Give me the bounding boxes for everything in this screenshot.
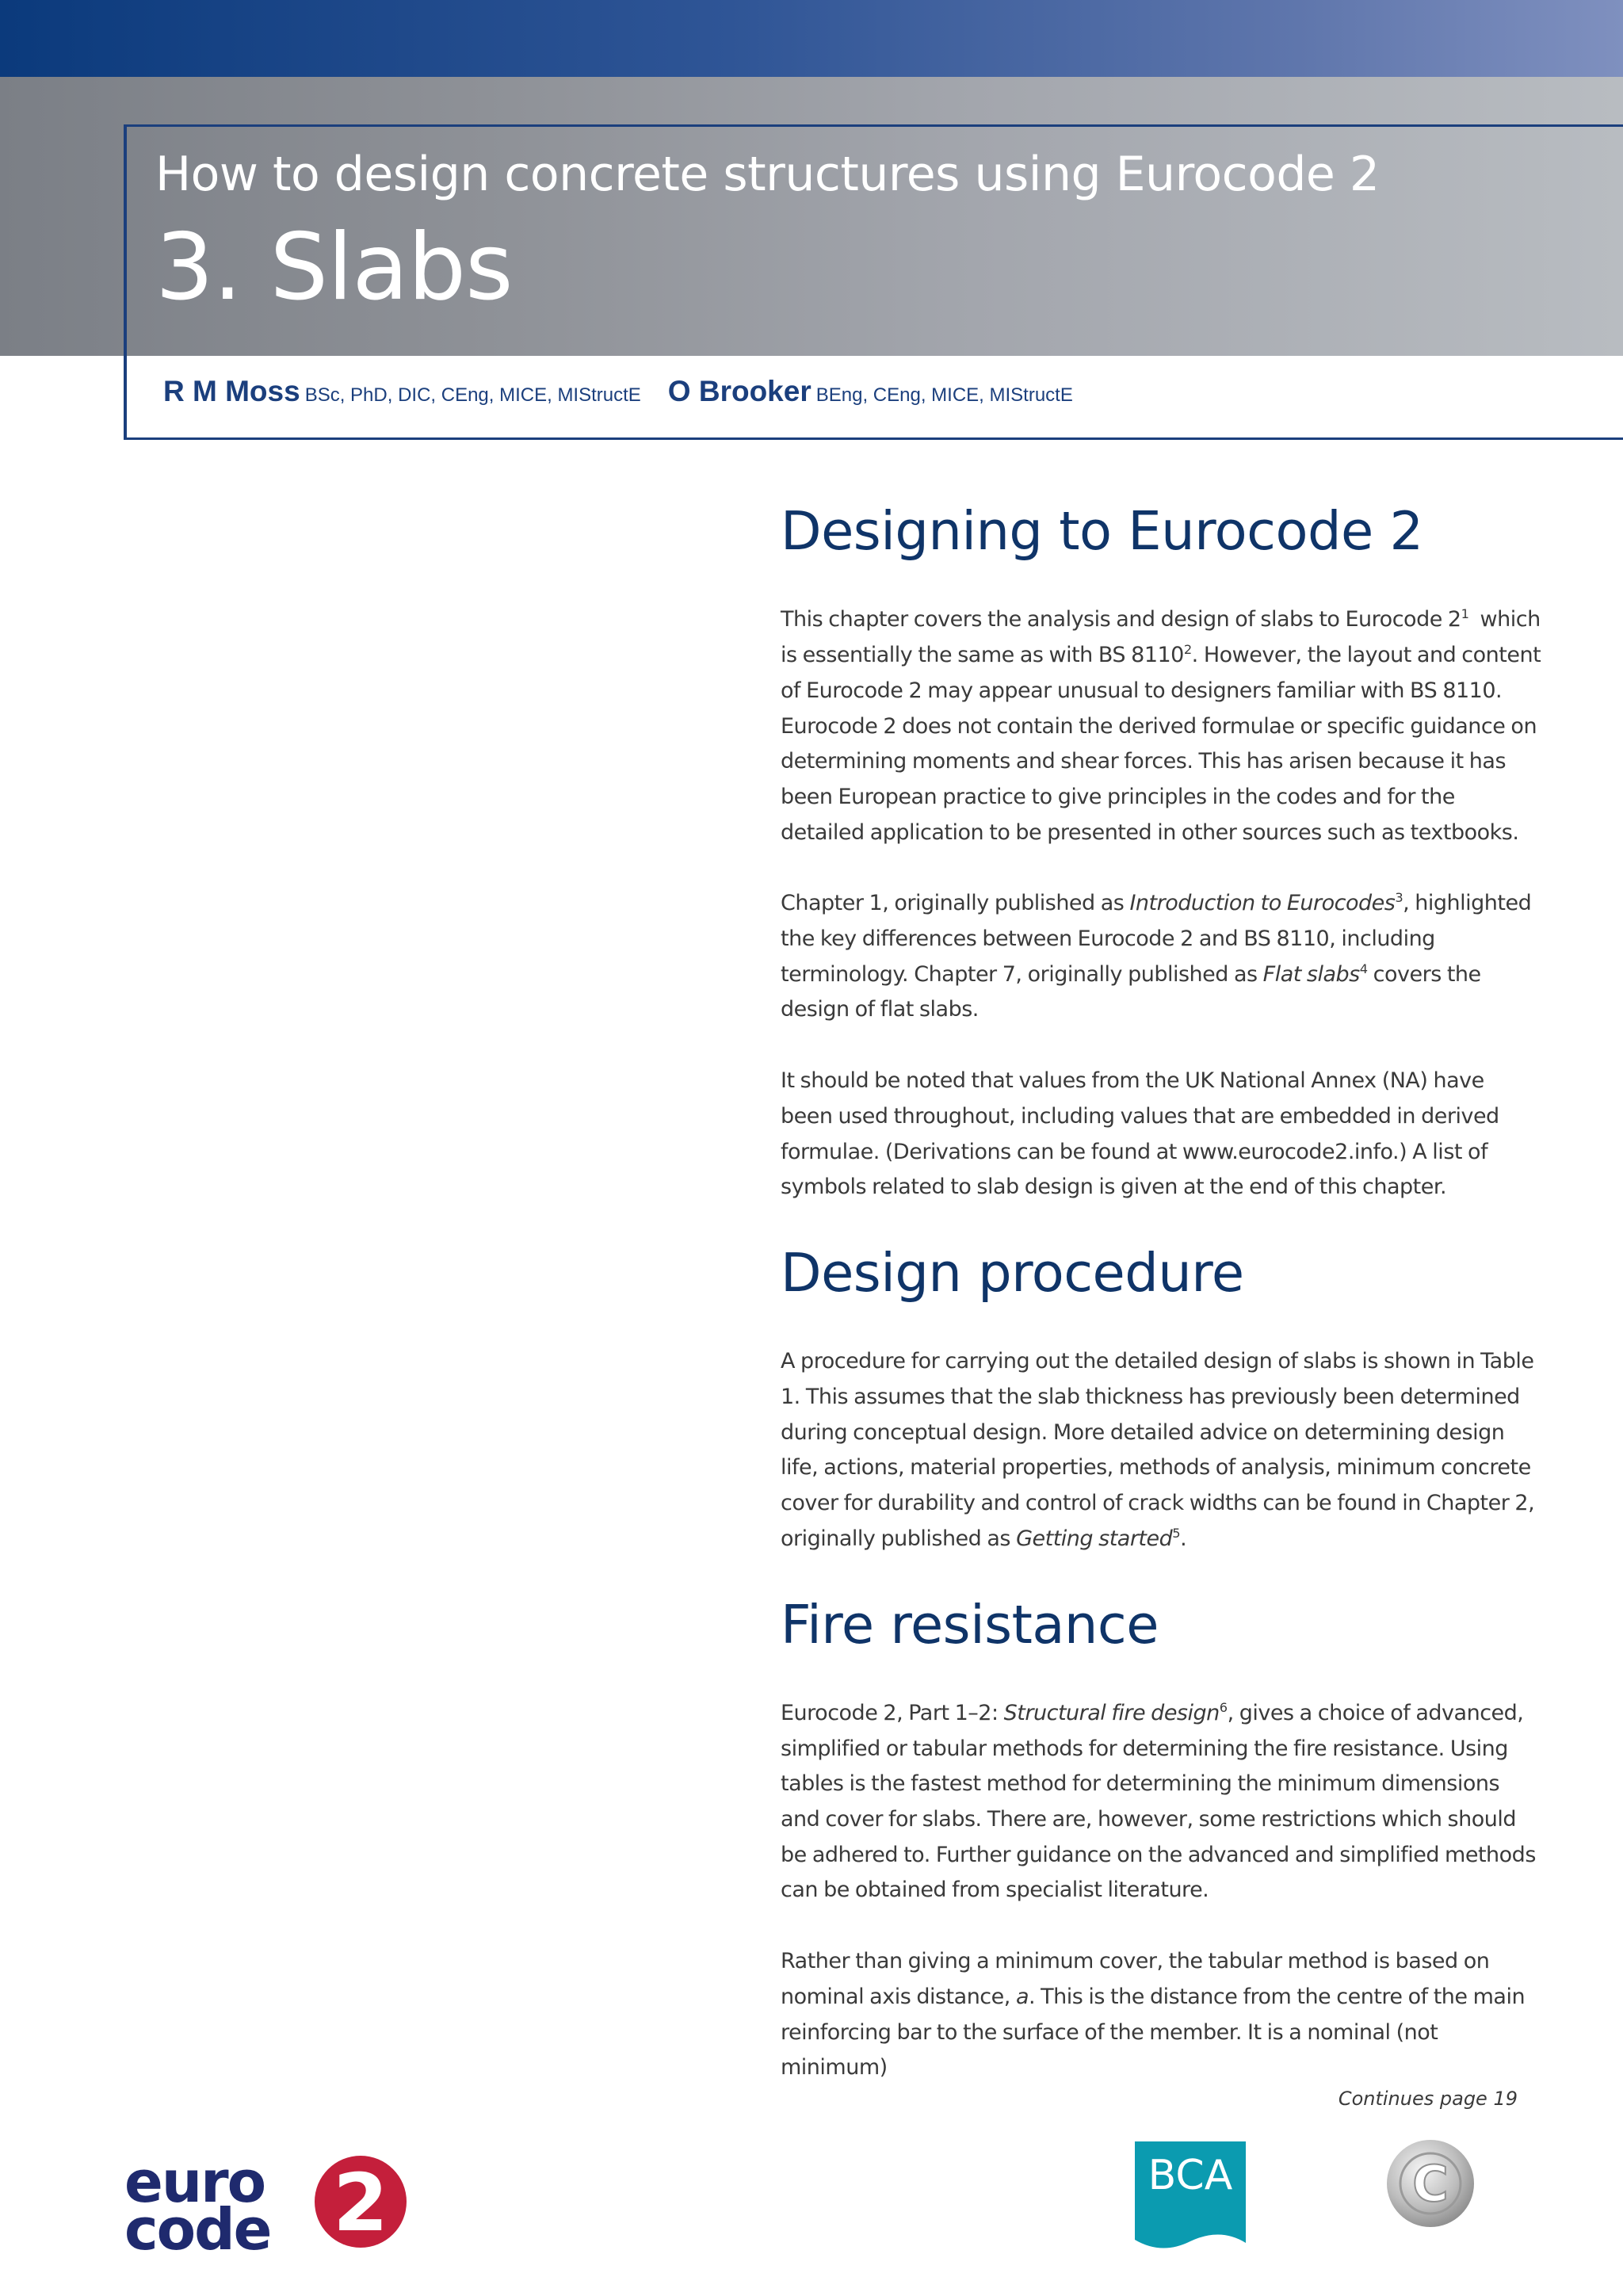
section-fire bbox=[781, 1593, 1541, 2110]
section-procedure bbox=[781, 1241, 1541, 1557]
heading-designing: Designing to Eurocode 2 bbox=[781, 500, 1423, 562]
bca-logo-text: BCA bbox=[1148, 2152, 1233, 2199]
author-1-name: R M Moss bbox=[163, 375, 300, 407]
series-title: How to design concrete structures using Eurocode 2 bbox=[155, 147, 1380, 202]
author-2-name: O Brooker bbox=[667, 375, 812, 407]
designing-paragraph-3: It should be noted that values from the UK National Annex (NA) have been used throughout, including values that are embedded in derived formulae. (Derivations can be found at www.eurocode2.info.) A list of symbols related to slab design is given at the end of this chapter. bbox=[781, 1068, 1499, 1200]
author-2-quals: BEng, CEng, MICE, MIStructE bbox=[815, 384, 1073, 406]
fire-paragraph-2: Rather than giving a minimum cover, the tabular method is based on nominal axis distance, a. This is the distance from the centre of the main reinforcing bar to the surface of the member. It is a nominal (not minimum) bbox=[781, 1949, 1526, 2080]
eurocode-logo-word-euro: euro bbox=[124, 2156, 265, 2215]
procedure-paragraph-1: A procedure for carrying out the detailed design of slabs is shown in Table 1. This assumes that the slab thickness has previously been determined during conceptual design. More detailed advice on determining design life, actions, material properties, methods of analysis, minimum concrete cover for durability and control of crack widths can be found in Chapter 2, originally published as Getting started$^5$. bbox=[781, 1349, 1535, 1551]
concrete-centre-logo-letter: C bbox=[1412, 2155, 1449, 2213]
chapter-title: 3. Slabs bbox=[155, 214, 513, 321]
heading-procedure: Design procedure bbox=[781, 1241, 1244, 1304]
concrete-centre-logo bbox=[1383, 2136, 1478, 2231]
section-designing bbox=[781, 499, 1546, 1205]
continues-note: Continues page 19 bbox=[1338, 2087, 1518, 2110]
heading-fire: Fire resistance bbox=[781, 1593, 1159, 1656]
top-color-bar bbox=[0, 0, 1623, 77]
designing-paragraph-1: This chapter covers the analysis and design of slabs to Eurocode $2^1$ which is essentially the same as with BS 8110$^2$. However, the layout and content of Eurocode 2 may appear unusual to designers familiar with BS 8110. Eurocode 2 does not contain the derived formulae or specific guidance on determining moments and shear forces. This has arisen because it has been European practice to give principles in the codes and for the detailed application to be presented in other sources such as textbooks. bbox=[781, 606, 1546, 845]
main-column bbox=[781, 499, 1546, 2124]
author-1-quals: BSc, PhD, DIC, CEng, MICE, MIStructE bbox=[304, 384, 641, 406]
authors-line bbox=[163, 375, 1073, 408]
bca-logo bbox=[1133, 2140, 1247, 2257]
eurocode-logo-word-code: code bbox=[124, 2196, 271, 2259]
eurocode-logo-number: 2 bbox=[333, 2157, 388, 2249]
designing-paragraph-2: Chapter 1, originally published as Introduction to Eurocodes$^3$, highlighted the key differences between Eurocode 2 and BS 8110, including terminology. Chapter 7, originally published as Flat slabs$^4$ covers the design of flat slabs. bbox=[781, 890, 1532, 1022]
eurocode2-logo bbox=[123, 2156, 424, 2259]
fire-paragraph-1: Eurocode 2, Part 1–2: Structural fire design$^6$, gives a choice of advanced, simplified or tabular methods for determining the fire resistance. Using tables is the fastest method for determining the minimum dimensions and cover for slabs. There are, however, some restrictions which should be adhered to. Further guidance on the advanced and simplified methods can be obtained from specialist literature. bbox=[781, 1699, 1536, 1903]
